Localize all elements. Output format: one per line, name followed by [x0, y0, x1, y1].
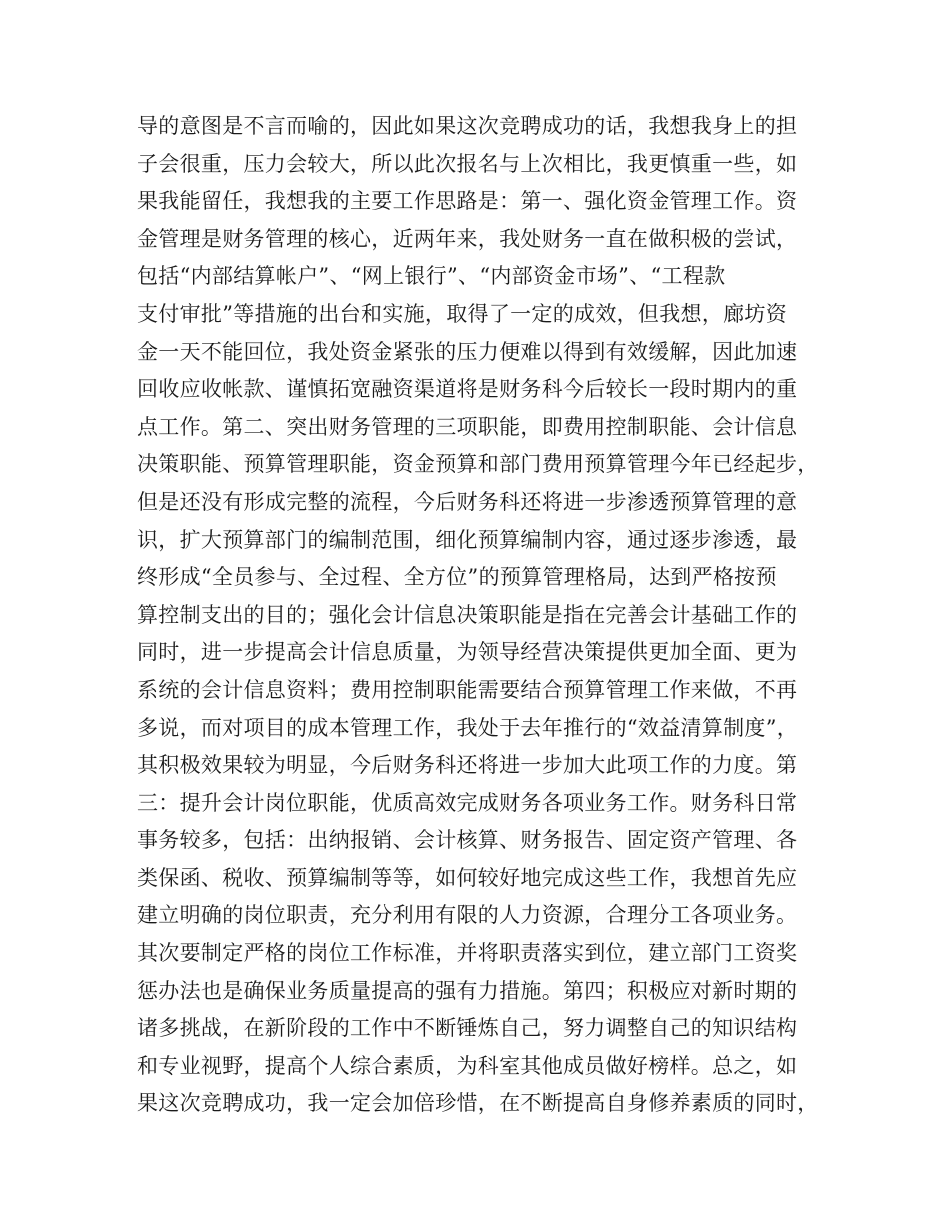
text-line-15: 同时，进一步提高会计信息质量，为领导经营决策提供更加全面、更为	[137, 640, 798, 665]
text-line-22: 建立明确的岗位职责，充分利用有限的人力资源，合理分工各项业务。	[137, 903, 798, 928]
text-line-14: 算控制支出的目的；强化会计信息决策职能是指在完善会计基础工作的	[137, 602, 798, 627]
text-line-7: 金一天不能回位，我处资金紧张的压力便难以得到有效缓解，因此加速	[137, 339, 798, 364]
text-line-9: 点工作。第二、突出财务管理的三项职能，即费用控制职能、会计信息	[137, 414, 798, 439]
text-line-10: 决策职能、预算管理职能，资金预算和部门费用预算管理今年已经起步，	[137, 452, 819, 477]
body-text	[137, 108, 837, 1123]
text-line-1: 导的意图是不言而喻的，因此如果这次竞聘成功的话，我想我身上的担	[137, 114, 798, 138]
text-line-19: 三：提升会计岗位职能，优质高效完成财务各项业务工作。财务科日常	[137, 790, 798, 815]
text-line-12: 识，扩大预算部门的编制范围，细化预算编制内容，通过逐步渗透，最	[137, 527, 798, 552]
text-line-17: 多说，而对项目的成本管理工作，我处于去年推行的“效益清算制度”，	[137, 715, 799, 740]
text-line-20: 事务较多，包括：出纳报销、会计核算、财务报告、固定资产管理、各	[137, 828, 798, 853]
text-line-16: 系统的会计信息资料；费用控制职能需要结合预算管理工作来做，不再	[137, 677, 798, 702]
text-line-4: 金管理是财务管理的核心，近两年来，我处财务一直在做积极的尝试，	[137, 226, 798, 251]
text-line-13: 终形成“全员参与、全过程、全方位”的预算管理格局，达到严格按预	[137, 565, 777, 590]
text-line-24: 惩办法也是确保业务质量提高的强有力措施。第四；积极应对新时期的	[137, 978, 798, 1003]
text-line-27: 果这次竞聘成功，我一定会加倍珍惜，在不断提高自身修养素质的同时，	[137, 1091, 819, 1116]
text-line-5: 包括“内部结算帐户”、“网上银行”、“内部资金市场”、“工程款	[137, 264, 726, 289]
text-line-21: 类保函、税收、预算编制等等，如何较好地完成这些工作，我想首先应	[137, 865, 798, 890]
text-line-25: 诸多挑战，在新阶段的工作中不断锤炼自己，努力调整自己的知识结构	[137, 1016, 798, 1041]
text-line-26: 和专业视野，提高个人综合素质，为科室其他成员做好榜样。总之，如	[137, 1053, 798, 1078]
text-line-6: 支付审批”等措施的出台和实施，取得了一定的成效，但我想，廊坊资	[137, 301, 788, 326]
text-line-18: 其积极效果较为明显，今后财务科还将进一步加大此项工作的力度。第	[137, 753, 798, 778]
text-line-11: 但是还没有形成完整的流程，今后财务科还将进一步渗透预算管理的意	[137, 489, 798, 514]
text-line-2: 子会很重，压力会较大，所以此次报名与上次相比，我更慎重一些，如	[137, 151, 798, 176]
text-line-3: 果我能留任，我想我的主要工作思路是：第一、强化资金管理工作。资	[137, 189, 798, 214]
text-line-8: 回收应收帐款、谨慎拓宽融资渠道将是财务科今后较长一段时期内的重	[137, 377, 798, 402]
text-line-23: 其次要制定严格的岗位工作标准，并将职责落实到位，建立部门工资奖	[137, 941, 798, 966]
